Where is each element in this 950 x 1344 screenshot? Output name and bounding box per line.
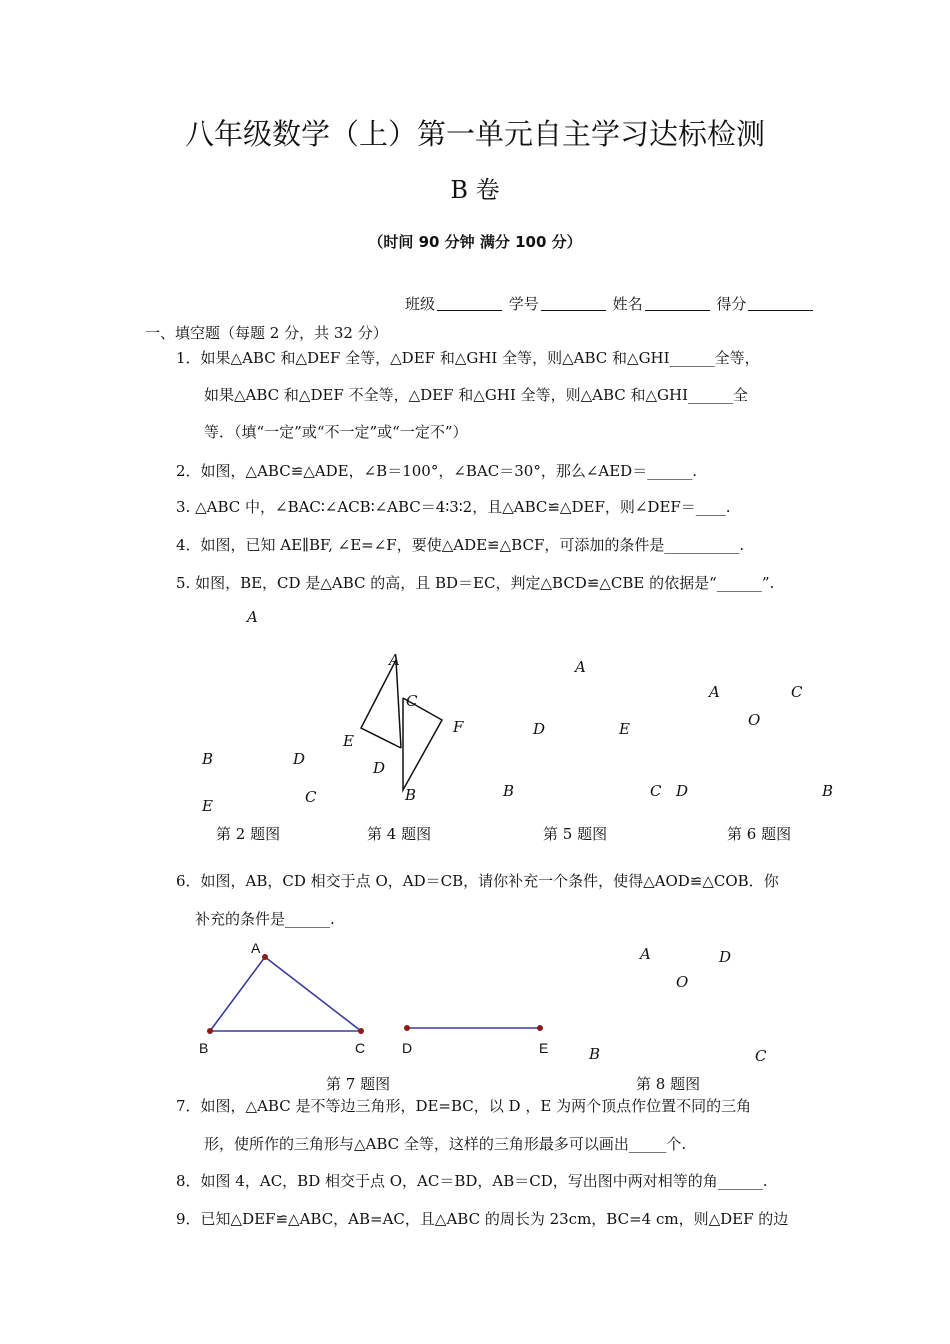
fig4-point-b: B: [405, 786, 417, 804]
fig5-point-b: B: [503, 782, 515, 800]
fig4-point-d: D: [373, 759, 386, 777]
q9: 9．已知△DEF≌△ABC，AB=AC，且△ABC 的周长为 23cm，BC=4 cm，则△DEF 的边: [176, 1210, 789, 1228]
fig8-point-o: O: [676, 973, 689, 991]
fig6-caption: 第 6 题图: [727, 825, 792, 843]
fig8-point-c: C: [755, 1047, 767, 1065]
q5: 5. 如图，BE，CD 是△ABC 的高，且 BD＝EC，判定△BCD≌△CBE 的依据是“______”.: [176, 574, 775, 592]
fig4-point-f: F: [453, 718, 464, 736]
fig2-point-c: C: [305, 788, 317, 806]
fig8-point-d: D: [719, 948, 732, 966]
fig6-point-a: A: [709, 683, 720, 701]
fig7-dot-d: [404, 1025, 410, 1031]
fig4-point-a: A: [389, 651, 400, 669]
q3: 3. △ABC 中，∠BAC∶∠ACB∶∠ABC＝4∶3∶2，且△ABC≌△DEF，则∠DEF＝____.: [176, 498, 731, 516]
fig2-point-b: B: [202, 750, 214, 768]
fig6-point-c: C: [791, 683, 803, 701]
fig5-point-a: A: [575, 658, 586, 676]
q8: 8．如图 4，AC，BD 相交于点 O，AC＝BD，AB＝CD，写出图中两对相等的角______.: [176, 1172, 768, 1190]
q6-line1: 6．如图，AB，CD 相交于点 O，AD＝CB，请你补充一个条件，使得△AOD≌△COB．你: [176, 872, 779, 890]
q7-line2: 形，使所作的三角形与△ABC 全等，这样的三角形最多可以画出_____个.: [204, 1135, 687, 1153]
fig7-point-d: D: [402, 1040, 413, 1056]
fig7-point-c: C: [355, 1040, 366, 1056]
fig2-caption: 第 2 题图: [216, 825, 281, 843]
score-label: 得分: [716, 295, 747, 313]
time-note: （时间 90 分钟 满分 100 分）: [368, 233, 582, 251]
fig7-point-a: A: [251, 940, 261, 956]
fig7-point-b: B: [199, 1040, 209, 1056]
fig7-triangle-abc: [210, 957, 361, 1031]
q2: 2．如图，△ABC≌△ADE，∠B＝100°，∠BAC＝30°，那么∠AED＝______.: [176, 462, 697, 480]
fig7-dot-c: [358, 1028, 364, 1034]
q6-line2: 补充的条件是______.: [195, 910, 335, 928]
q1-line1: 1．如果△ABC 和△DEF 全等，△DEF 和△GHI 全等，则△ABC 和△GHI______全等，: [176, 349, 760, 367]
fig7-point-e: E: [539, 1040, 549, 1056]
section-heading: 一、填空题（每题 2 分，共 32 分）: [145, 324, 388, 342]
q4: 4．如图，已知 AE∥BF, ∠E=∠F，要使△ADE≌△BCF，可添加的条件是__________.: [176, 536, 745, 554]
class-label: 班级: [405, 295, 436, 313]
fig5-point-e: E: [619, 720, 630, 738]
fig4-point-c: C: [406, 692, 418, 710]
fig6-point-b: B: [822, 782, 834, 800]
page-subtitle: B 卷: [450, 176, 500, 204]
page-title: 八年级数学（上）第一单元自主学习达标检测: [184, 117, 765, 151]
fig2-point-e: E: [202, 797, 213, 815]
fig6-point-d: D: [676, 782, 689, 800]
fig5-caption: 第 5 题图: [543, 825, 608, 843]
name-label: 姓名: [612, 295, 643, 313]
fig7-dot-e: [537, 1025, 543, 1031]
fig8-caption: 第 8 题图: [636, 1075, 701, 1093]
fig4-point-e: E: [343, 732, 354, 750]
fig7-dot-a: [262, 954, 268, 960]
fig7-caption: 第 7 题图: [326, 1075, 391, 1093]
fig2-point-a: A: [247, 608, 258, 626]
fig4-caption: 第 4 题图: [367, 825, 432, 843]
q1-line2: 如果△ABC 和△DEF 不全等，△DEF 和△GHI 全等，则△ABC 和△GHI______全: [204, 386, 749, 404]
fig7-dot-b: [207, 1028, 213, 1034]
fig5-point-c: C: [650, 782, 662, 800]
id-label: 学号: [508, 295, 539, 313]
fig5-point-d: D: [533, 720, 546, 738]
fig8-point-b: B: [589, 1045, 601, 1063]
fig2-point-d: D: [293, 750, 306, 768]
q1-line3: 等．（填“一定”或“不一定”或“一定不”）: [204, 423, 468, 441]
fig6-point-o: O: [748, 711, 761, 729]
fig8-point-a: A: [640, 945, 651, 963]
q7-line1: 7．如图，△ABC 是不等边三角形，DE=BC，以 D ，E 为两个顶点作位置不同的三角: [176, 1097, 752, 1115]
